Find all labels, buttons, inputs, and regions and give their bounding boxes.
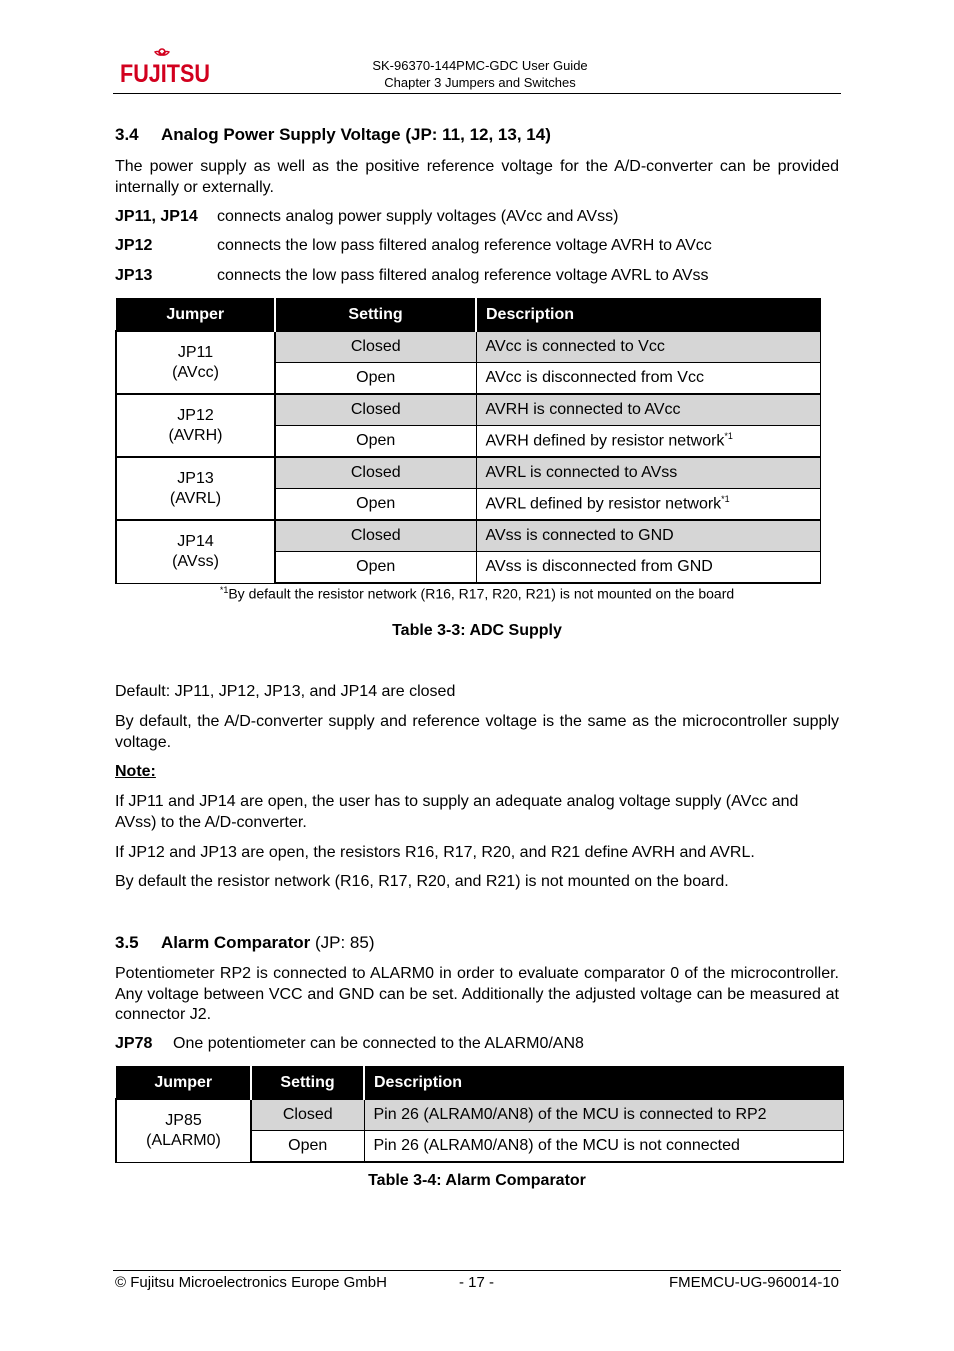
table-3-3-caption: Table 3-3: ADC Supply bbox=[392, 622, 562, 639]
description-cell bbox=[476, 331, 821, 363]
table-row bbox=[116, 331, 821, 363]
description-text: AVss is connected to GND bbox=[485, 527, 674, 544]
description-cell bbox=[476, 457, 821, 489]
note-heading: Note: bbox=[115, 763, 156, 780]
jp-text: connects the low pass filtered analog reference voltage AVRH to AVcc bbox=[217, 237, 712, 254]
jp-line bbox=[115, 1034, 839, 1054]
table-row bbox=[116, 520, 821, 552]
jumper-id: JP11 bbox=[177, 343, 214, 361]
adc-supply-table bbox=[115, 298, 821, 584]
jp-line bbox=[115, 266, 839, 286]
footnote-ref: *1 bbox=[724, 431, 733, 442]
description-cell: Pin 26 (ALRAM0/AN8) of the MCU is connected to RP2 bbox=[364, 1099, 844, 1131]
jumper-signal: (AVcc) bbox=[172, 363, 219, 381]
jp-line bbox=[115, 236, 839, 256]
header-description: Description bbox=[364, 1067, 844, 1100]
jumper-signal: (AVRL) bbox=[169, 489, 222, 507]
section-3-5-intro: Potentiometer RP2 is connected to ALARM0 in order to evaluate comparator 0 of the microcontroller. Any voltage between VCC and GND can be set. Additionally the adjusted voltage can be measured at connector J2. bbox=[115, 965, 839, 1023]
table-footnote bbox=[115, 585, 839, 602]
setting-cell: Open bbox=[251, 1131, 364, 1163]
table-header-row bbox=[116, 299, 821, 332]
jp-text: connects analog power supply voltages (AVcc and AVss) bbox=[217, 208, 619, 225]
jp-label: JP13 bbox=[115, 267, 153, 284]
jumper-cell bbox=[116, 331, 275, 394]
setting-cell: Closed bbox=[275, 457, 476, 489]
description-cell bbox=[476, 489, 821, 521]
chapter-title: Chapter 3 Jumpers and Switches bbox=[384, 75, 576, 90]
note-paragraph: If JP11 and JP14 are open, the user has to supply an adequate analog voltage supply (AVcc and AVss) to the A/D-converter. bbox=[115, 793, 799, 831]
jumper-cell bbox=[116, 457, 275, 520]
setting-cell: Closed bbox=[275, 520, 476, 552]
table-row bbox=[116, 1099, 844, 1131]
description-text: AVcc is connected to Vcc bbox=[485, 338, 665, 355]
header-jumper: Jumper bbox=[116, 299, 275, 332]
description-cell bbox=[476, 552, 821, 584]
running-header bbox=[330, 57, 630, 91]
logo-text: FUJITSU bbox=[120, 60, 210, 88]
jumper-signal: (AVss) bbox=[172, 552, 219, 570]
section-title-suffix: (JP: 85) bbox=[310, 933, 375, 952]
page-number: - 17 - bbox=[459, 1274, 495, 1291]
setting-cell: Closed bbox=[275, 394, 476, 426]
description-cell bbox=[476, 426, 821, 458]
setting-cell: Closed bbox=[275, 331, 476, 363]
section-title: Alarm Comparator bbox=[161, 933, 311, 952]
setting-cell: Open bbox=[275, 426, 476, 458]
jumper-id: JP14 bbox=[177, 532, 214, 550]
note-paragraph: If JP12 and JP13 are open, the resistors R16, R17, R20, and R21 define AVRH and AVRL. bbox=[115, 844, 755, 861]
description-text: AVRH is connected to AVcc bbox=[485, 401, 681, 418]
footnote-mark: *1 bbox=[219, 585, 229, 595]
header-setting: Setting bbox=[251, 1067, 364, 1100]
jp-text: One potentiometer can be connected to the ALARM0/AN8 bbox=[173, 1035, 584, 1052]
section-3-4-intro: The power supply as well as the positive reference voltage for the A/D-converter can be provided internally or externally. bbox=[115, 158, 839, 196]
jumper-signal: (ALARM0) bbox=[146, 1131, 221, 1149]
jumper-signal: (AVRH) bbox=[168, 426, 223, 444]
description-cell bbox=[476, 363, 821, 395]
doc-title: SK-96370-144PMC-GDC User Guide bbox=[372, 58, 588, 73]
document-number: FMEMCU-UG-960014-10 bbox=[668, 1274, 839, 1291]
setting-cell: Open bbox=[275, 552, 476, 584]
jumper-id: JP13 bbox=[177, 469, 214, 487]
jp-line bbox=[115, 207, 839, 227]
jumper-cell bbox=[116, 1099, 251, 1162]
description-text: AVss is disconnected from GND bbox=[485, 558, 713, 575]
section-3-4-heading bbox=[115, 125, 551, 145]
description-text: AVRL is connected to AVss bbox=[485, 464, 678, 481]
footnote-ref: *1 bbox=[721, 494, 730, 505]
footer-rule bbox=[113, 1270, 841, 1271]
table-row bbox=[116, 394, 821, 426]
setting-cell: Open bbox=[275, 363, 476, 395]
alarm-comparator-table bbox=[115, 1066, 844, 1163]
table-3-4-caption: Table 3-4: Alarm Comparator bbox=[368, 1172, 586, 1189]
description-text: AVcc is disconnected from Vcc bbox=[485, 369, 704, 386]
section-number: 3.5 bbox=[115, 933, 139, 952]
header-jumper: Jumper bbox=[116, 1067, 251, 1100]
jp-label: JP11, JP14 bbox=[115, 208, 198, 225]
default-setting: Default: JP11, JP12, JP13, and JP14 are closed bbox=[115, 683, 456, 700]
footnote-text: By default the resistor network (R16, R17, R20, R21) is not mounted on the board bbox=[228, 585, 735, 602]
description-cell bbox=[476, 394, 821, 426]
section-number: 3.4 bbox=[115, 125, 139, 144]
header-rule bbox=[113, 93, 841, 94]
section-3-5-heading bbox=[115, 933, 375, 953]
jumper-cell bbox=[116, 394, 275, 457]
jp-label: JP12 bbox=[115, 237, 153, 254]
jumper-id: JP85 bbox=[165, 1111, 202, 1129]
header-setting: Setting bbox=[275, 299, 476, 332]
table-header-row bbox=[116, 1067, 844, 1100]
description-cell: Pin 26 (ALRAM0/AN8) of the MCU is not connected bbox=[364, 1131, 844, 1163]
table-row bbox=[116, 457, 821, 489]
setting-cell: Closed bbox=[251, 1099, 364, 1131]
jp-label: JP78 bbox=[115, 1035, 153, 1052]
section-title: Analog Power Supply Voltage (JP: 11, 12, 13, 14) bbox=[161, 125, 551, 144]
note-label bbox=[115, 762, 839, 783]
setting-cell: Open bbox=[275, 489, 476, 521]
header-description: Description bbox=[476, 299, 821, 332]
description-text: AVRL defined by resistor network bbox=[485, 495, 722, 513]
default-description: By default, the A/D-converter supply and reference voltage is the same as the microcontroller supply voltage. bbox=[115, 713, 839, 751]
note-paragraph: By default the resistor network (R16, R17, R20, and R21) is not mounted on the board. bbox=[115, 873, 729, 890]
description-text: AVRH defined by resistor network bbox=[485, 432, 725, 450]
jumper-cell bbox=[116, 520, 275, 583]
jumper-id: JP12 bbox=[177, 406, 214, 424]
footer-copyright: © Fujitsu Microelectronics Europe GmbH bbox=[115, 1274, 387, 1291]
fujitsu-logo bbox=[118, 46, 214, 92]
jp-text: connects the low pass filtered analog reference voltage AVRL to AVss bbox=[217, 267, 709, 284]
description-cell bbox=[476, 520, 821, 552]
